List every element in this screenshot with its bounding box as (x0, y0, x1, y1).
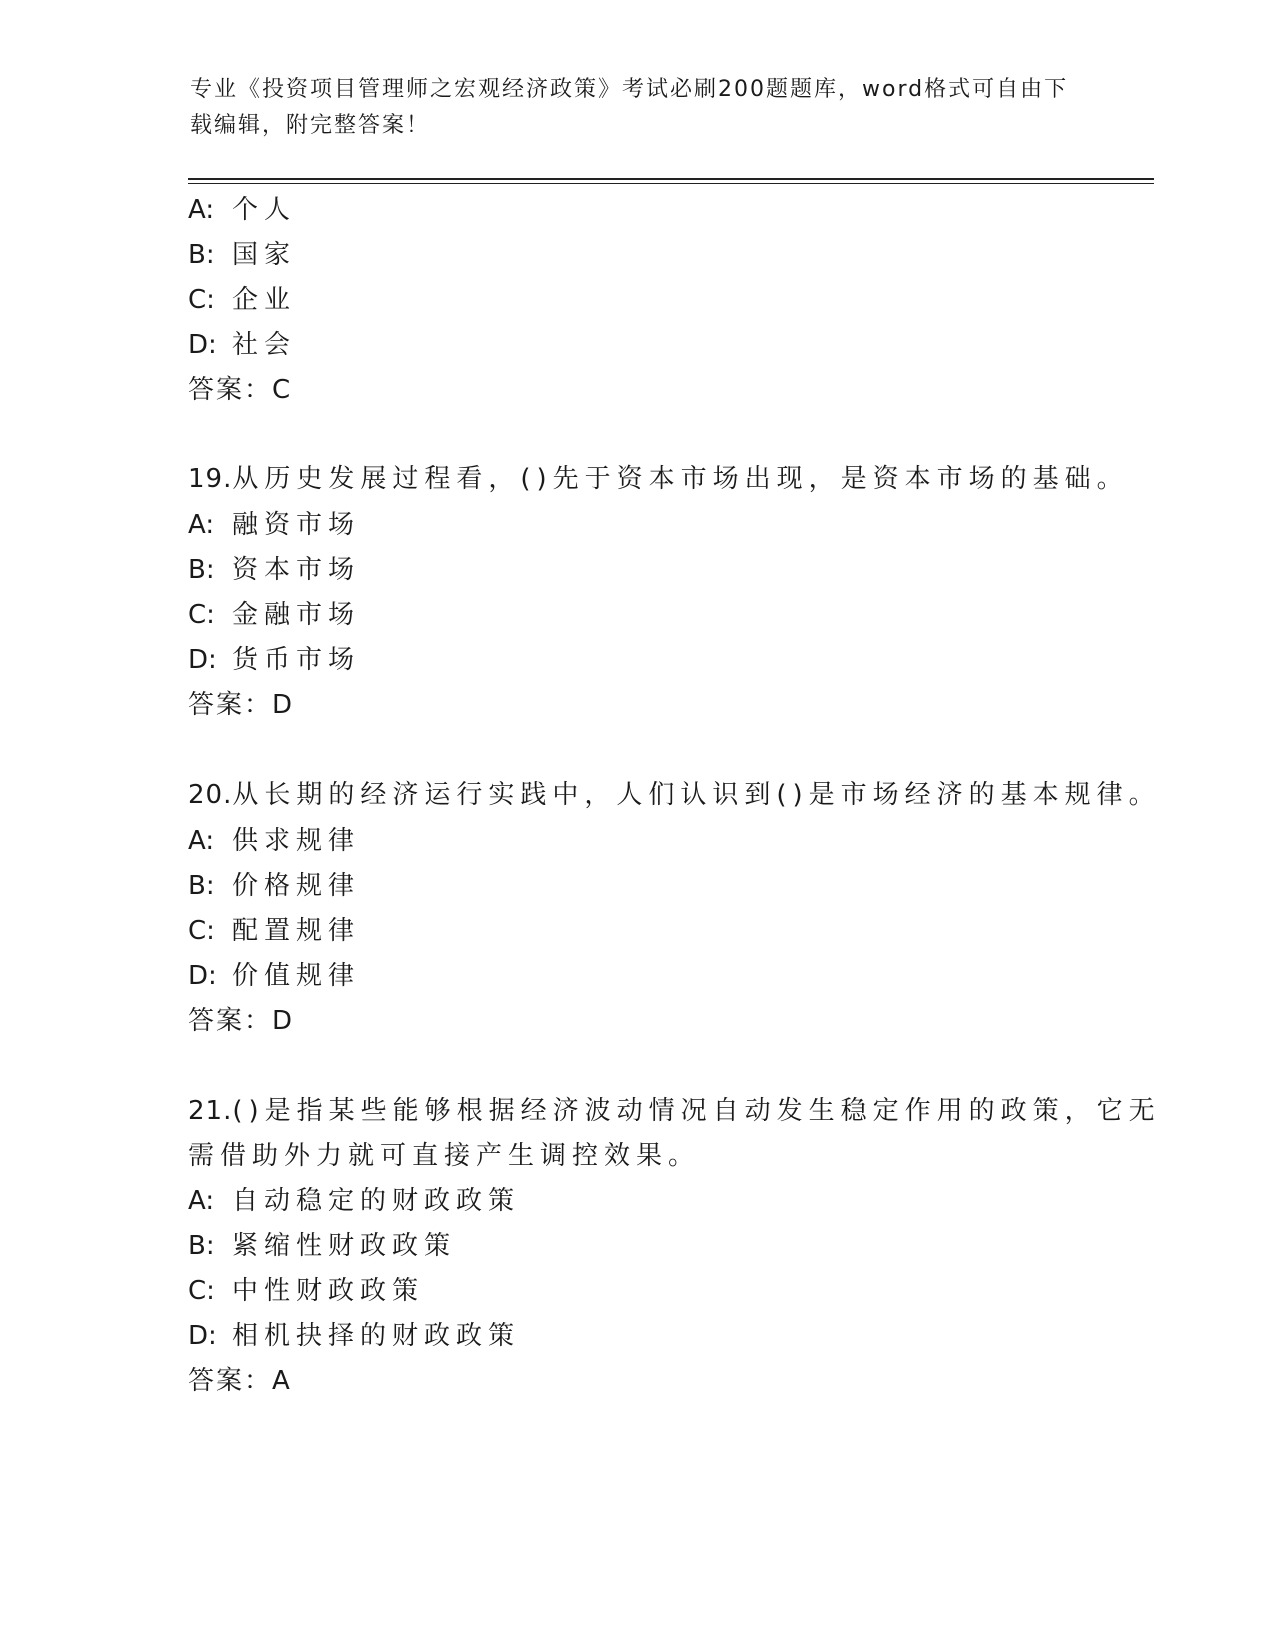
q21-stem-line2 (188, 1139, 700, 1173)
header-rule-thick (188, 178, 1154, 180)
option-letter: A: (188, 826, 215, 856)
q21-option-b (188, 1229, 456, 1263)
option-text: 社会 (232, 330, 297, 360)
q19-option-b (188, 553, 360, 587)
option-text: 紧缩性财政政策 (232, 1231, 457, 1261)
answer-label: 答案： (188, 1366, 273, 1396)
option-text: 国家 (232, 240, 297, 270)
option-text: 价值规律 (232, 961, 361, 991)
answer-value: D (272, 1006, 294, 1036)
question-number: 20. (188, 780, 233, 810)
option-text: 供求规律 (232, 826, 361, 856)
q21-answer (188, 1364, 291, 1398)
option-letter: B: (188, 555, 215, 585)
answer-label: 答案： (188, 1006, 273, 1036)
document-header: 专业《投资项目管理师之宏观经济政策》考试必刷200题题库，word格式可自由下载编辑，附完整答案！ (190, 77, 1069, 138)
q21-option-a (188, 1184, 520, 1218)
q21-stem-line1 (188, 1094, 1161, 1128)
q18-option-a (188, 193, 296, 227)
option-letter: D: (188, 961, 217, 991)
q20-option-b (188, 869, 360, 903)
option-letter: A: (188, 510, 215, 540)
option-letter: C: (188, 285, 215, 315)
option-letter: D: (188, 645, 217, 675)
answer-value: C (272, 375, 292, 405)
option-letter: B: (188, 871, 215, 901)
option-letter: B: (188, 1231, 215, 1261)
option-letter: C: (188, 1276, 215, 1306)
q18-option-b (188, 238, 296, 272)
q19-option-c (188, 598, 360, 632)
option-letter: D: (188, 330, 217, 360)
option-letter: A: (188, 195, 215, 225)
q19-stem (188, 462, 1129, 496)
option-letter: A: (188, 1186, 215, 1216)
answer-value: A (272, 1366, 291, 1396)
question-text: ()是指某些能够根据经济波动情况自动发生稳定作用的政策，它无 (232, 1096, 1161, 1126)
q20-option-c (188, 914, 360, 948)
option-text: 相机抉择的财政政策 (232, 1321, 521, 1351)
option-text: 中性财政政策 (232, 1276, 425, 1306)
option-text: 融资市场 (232, 510, 361, 540)
q18-answer (188, 373, 291, 407)
option-text: 金融市场 (232, 600, 361, 630)
q20-option-a (188, 824, 360, 858)
question-number: 21. (188, 1096, 233, 1126)
option-text: 个人 (232, 195, 297, 225)
option-letter: C: (188, 600, 215, 630)
answer-label: 答案： (188, 375, 273, 405)
question-text-continued: 需借助外力就可直接产生调控效果。 (188, 1141, 701, 1171)
question-text: 从长期的经济运行实践中，人们认识到()是市场经济的基本规律。 (232, 780, 1161, 810)
option-text: 资本市场 (232, 555, 361, 585)
q18-option-c (188, 283, 296, 317)
q19-answer (188, 688, 293, 722)
q20-answer (188, 1004, 293, 1038)
q18-option-d (188, 328, 296, 362)
question-text: 从历史发展过程看，()先于资本市场出现，是资本市场的基础。 (232, 464, 1129, 494)
header-rule-thin (188, 183, 1154, 184)
q21-option-c (188, 1274, 424, 1308)
q20-stem (188, 778, 1161, 812)
q21-option-d (188, 1319, 520, 1353)
option-text: 配置规律 (232, 916, 361, 946)
option-text: 货币市场 (232, 645, 361, 675)
answer-value: D (272, 690, 294, 720)
question-number: 19. (188, 464, 233, 494)
option-text: 价格规律 (232, 871, 361, 901)
q19-option-d (188, 643, 360, 677)
q19-option-a (188, 508, 360, 542)
option-text: 企业 (232, 285, 297, 315)
q20-option-d (188, 959, 360, 993)
option-text: 自动稳定的财政政策 (232, 1186, 521, 1216)
option-letter: C: (188, 916, 215, 946)
option-letter: D: (188, 1321, 217, 1351)
answer-label: 答案： (188, 690, 273, 720)
option-letter: B: (188, 240, 215, 270)
